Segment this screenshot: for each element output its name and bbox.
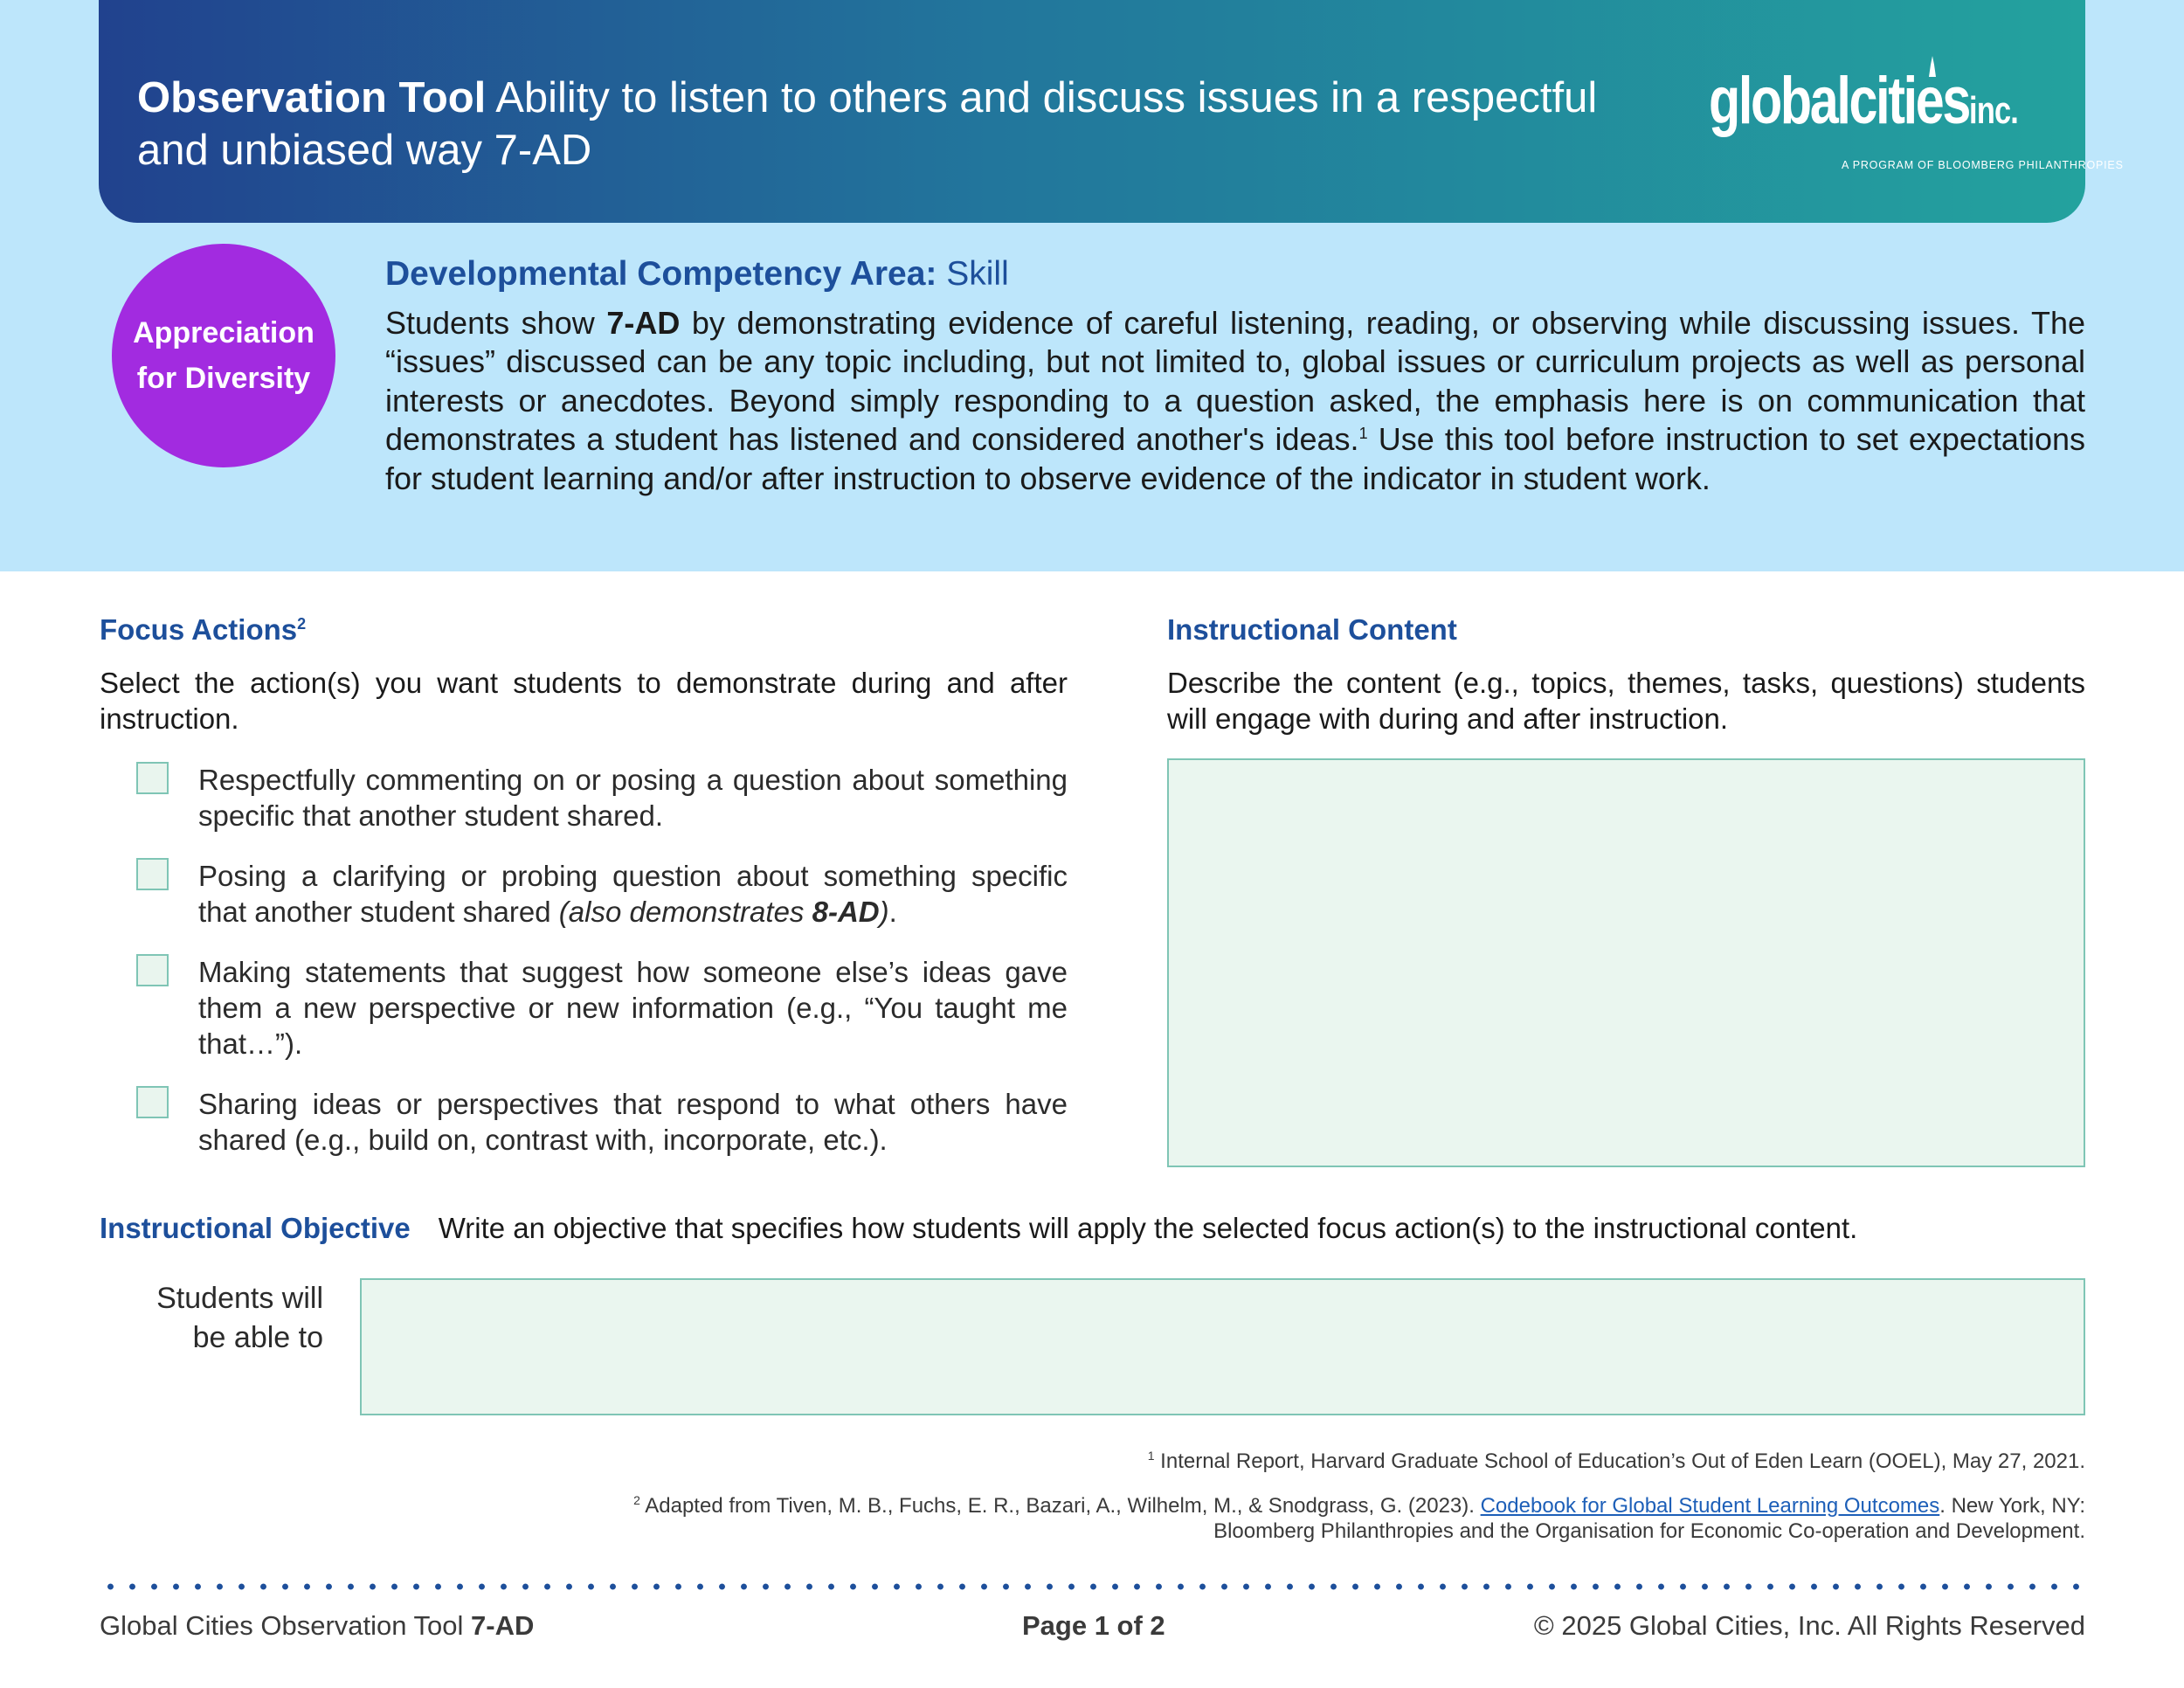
- page-header: [99, 0, 2124, 223]
- item2-main: Posing a clarifying or probing question about something specific that another student shared: [198, 860, 1068, 928]
- focus-action-checkbox-1[interactable]: [136, 762, 169, 794]
- focus-actions-section: [100, 613, 1068, 1156]
- competency-description: [385, 304, 2085, 498]
- page-number: Page 1 of 2: [1022, 1610, 1165, 1641]
- item2-italic: (also demonstrates 8-AD): [558, 896, 889, 928]
- intro-end: Use this tool before instruction to set expectations for student learning and/or after instruction to observe evidence of the indicator in student work.: [385, 421, 2085, 496]
- copyright-notice: © 2025 Global Cities, Inc. All Rights Reserved: [1533, 1610, 2085, 1641]
- title-bold: Observation Tool: [137, 74, 487, 121]
- global-cities-logo: [1709, 63, 2124, 176]
- footnote-1: $^1$ Internal Report, Harvard Graduate School of Education’s Out of Eden Learn (OOEL), May 27, 2021.: [1147, 1449, 2085, 1473]
- intro-code: 7-AD: [606, 305, 681, 341]
- competency-area-title: [385, 255, 1009, 294]
- focus-actions-label: Focus Actions: [100, 613, 298, 646]
- competency-label: Developmental Competency Area:: [385, 255, 937, 293]
- logo-inc: inc.: [1969, 89, 2019, 132]
- footer-doc-title: Global Cities Observation Tool 7-AD: [100, 1610, 535, 1641]
- logo-tagline: A PROGRAM OF BLOOMBERG PHILANTHROPIES: [1842, 159, 2124, 171]
- students-label-line-1: Students will: [156, 1282, 323, 1315]
- codebook-link[interactable]: Codebook for Global Student Learning Outcomes: [1480, 1494, 1940, 1518]
- focus-action-item: [136, 858, 1068, 930]
- item2-code: 8-AD: [812, 896, 880, 928]
- instructional-objective-description: Write an objective that specifies how students will apply the selected focus action(s) to the instructional content.: [438, 1212, 1858, 1244]
- instructional-objective-heading: Instructional Objective: [100, 1212, 411, 1244]
- students-label-line-2: be able to: [192, 1321, 323, 1354]
- instructional-content-section: [1167, 613, 2085, 737]
- focus-action-text-3: Making statements that suggest how someone else’s ideas gave them a new perspective or new information (e.g., “You taught me that…”).: [198, 956, 1068, 1060]
- footnotes: [612, 1449, 2085, 1563]
- page-title: [137, 72, 1622, 176]
- focus-action-checkbox-3[interactable]: [136, 954, 169, 986]
- instructional-content-heading: Instructional Content: [1167, 613, 1457, 646]
- focus-actions-description: Select the action(s) you want students to demonstrate during and after instruction.: [100, 667, 1068, 735]
- focus-action-text-4: Sharing ideas or perspectives that respond to what others have shared (e.g., build on, contrast with, incorporate, etc.).: [198, 1088, 1068, 1156]
- footer-dotted-divider: [100, 1583, 2086, 1590]
- footnote-ref-2: 2: [297, 615, 307, 633]
- footer-code: 7-AD: [471, 1610, 535, 1641]
- badge-line-1: Appreciation: [133, 316, 314, 349]
- focus-action-text-2: [198, 858, 1068, 930]
- focus-action-checkbox-2[interactable]: [136, 858, 169, 890]
- title-rest: Ability to listen to others and discuss issues in a respectful and unbiased way 7-AD: [137, 74, 1598, 174]
- focus-action-item: [136, 1086, 1068, 1158]
- focus-action-text-1: Respectfully commenting on or posing a question about something specific that another student shared.: [198, 764, 1068, 832]
- intro-body: by demonstrating evidence of careful listening, reading, or observing while discussing issues. The “issues” discussed can be any topic including, but not limited to, global issues or curriculum projects as well as personal interests or anecdotes. Beyond simply responding to a question asked, the emphasis here is on communication that demonstrates a student has listened and considered another's ideas.: [385, 305, 2086, 458]
- footnote-ref-1: 1: [1358, 425, 1368, 443]
- focus-action-item: [136, 954, 1068, 1062]
- footnote-2: $^2$ Adapted from Tiven, M. B., Fuchs, E. R., Bazari, A., Wilhelm, M., & Snodgrass, G. (2023). Codebook for Global Student Learning Outcomes. New York, NY: Bloomberg Philanthropies and the Organisation for Economic Co-operation and Development.: [633, 1493, 2085, 1543]
- focus-actions-heading: [100, 613, 1068, 647]
- item2-end: .: [888, 896, 897, 928]
- logo-word: globalcities: [1709, 64, 1970, 138]
- instructional-objective-row: [100, 1210, 2085, 1246]
- instructional-content-description: Describe the content (e.g., topics, themes, tasks, questions) students will engage with during and after instruction.: [1167, 667, 2085, 735]
- intro-prefix: Students show: [385, 305, 607, 341]
- competency-value: Skill: [936, 255, 1009, 293]
- instructional-objective-field[interactable]: [360, 1278, 2085, 1415]
- appreciation-for-diversity-badge: [112, 244, 335, 467]
- instructional-content-field[interactable]: [1167, 758, 2085, 1167]
- focus-action-checkbox-4[interactable]: [136, 1086, 169, 1118]
- students-will-label: [100, 1279, 323, 1358]
- focus-action-item: [136, 762, 1068, 834]
- badge-line-2: for Diversity: [136, 362, 311, 395]
